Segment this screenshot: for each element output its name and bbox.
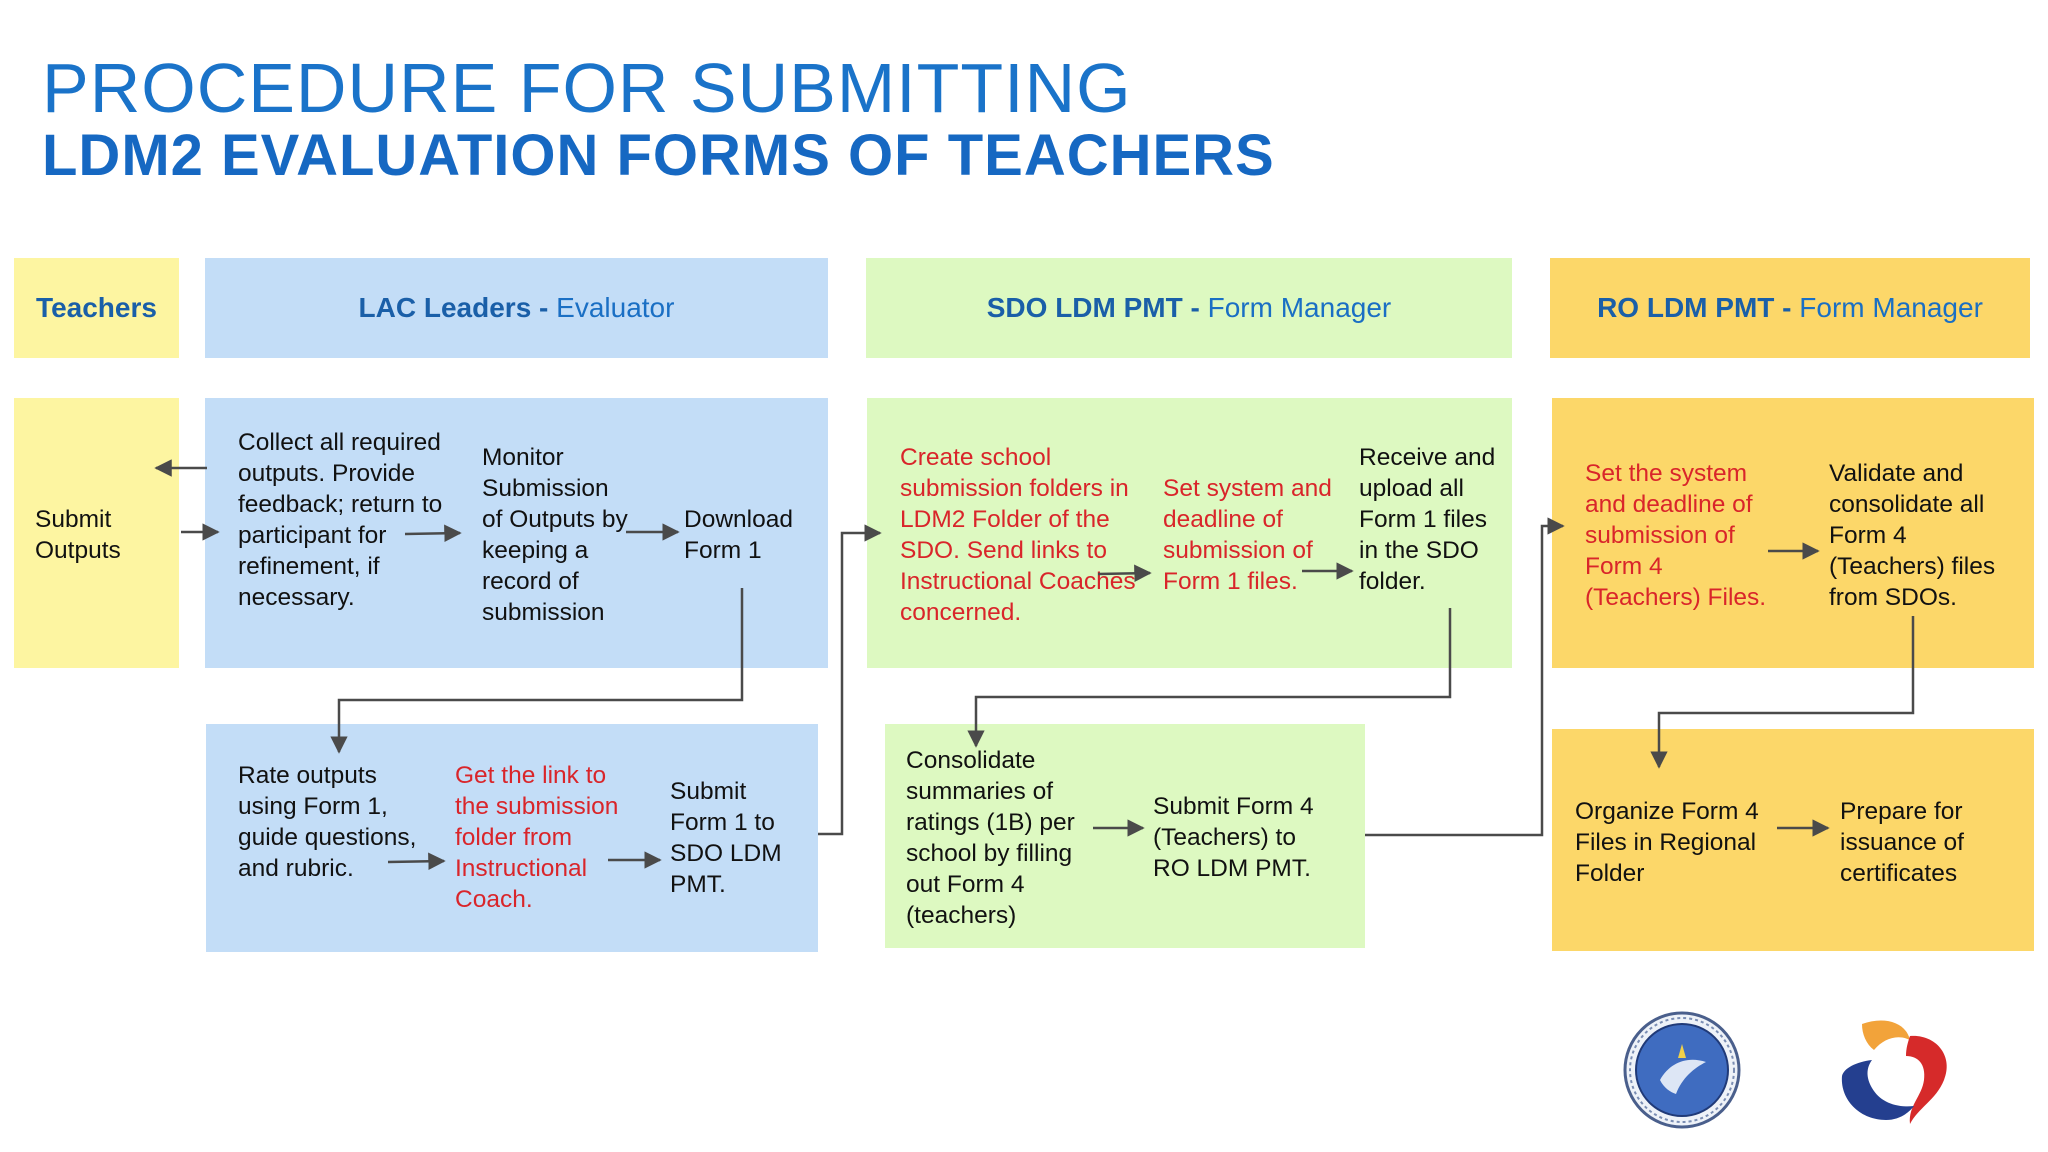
arrow-submit-to-create <box>818 533 880 834</box>
arrow-download-to-rate <box>339 588 742 752</box>
lane-header-ro-function: Form Manager <box>1791 292 1983 323</box>
step-get-link: Get the link to the submission folder from Instructional Coach. <box>455 762 619 913</box>
step-set-system-sdo: Set system and deadline of submission of Form 1 files. <box>1163 475 1332 595</box>
arrow-receive-to-consolidate <box>976 608 1450 746</box>
arrow-validate-to-organize <box>1659 616 1913 767</box>
arrow-create-to-setsdo <box>1098 573 1150 574</box>
arrow-collect-to-monitor <box>405 533 460 534</box>
title-line-2: LDM2 EVALUATION FORMS OF TEACHERS <box>42 123 1275 188</box>
step-collect-outputs: Collect all required outputs. Provide feedback; return to participant for refinement, if necessary. <box>238 429 443 611</box>
lane-header-lac-function: Evaluator <box>548 292 675 323</box>
step-rate-outputs: Rate outputs using Form 1, guide questions, and rubric. <box>238 762 417 882</box>
step-create-folders: Create school submission folders in LDM2 Folder of the SDO. Send links to Instructional Coaches concerned. <box>900 444 1136 626</box>
lane-header-lac-role: LAC Leaders - <box>358 292 549 323</box>
lane-header-sdo-function: Form Manager <box>1199 292 1392 323</box>
lane-header-teachers-label: Teachers <box>36 292 157 323</box>
arrow-rate-to-getlink <box>388 861 444 862</box>
deped-region-seal-icon <box>1622 1010 1742 1130</box>
lane-header-ro-role: RO LDM PMT - <box>1597 292 1792 323</box>
lane-header-sdo-role: SDO LDM PMT - <box>986 292 1200 323</box>
step-receive-upload: Receive and upload all Form 1 files in the SDO folder. <box>1359 444 1496 595</box>
title-line-1: PROCEDURE FOR SUBMITTING <box>42 49 1132 127</box>
step-submit-outputs: Submit Outputs <box>35 506 121 564</box>
step-submit-form1: Submit Form 1 to SDO LDM PMT. <box>670 778 782 898</box>
step-download-form1: Download Form 1 <box>684 506 793 564</box>
step-validate-consolidate: Validate and consolidate all Form 4 (Teachers) files from SDOs. <box>1829 460 1996 611</box>
step-consolidate-summaries: Consolidate summaries of ratings (1B) per school by filling out Form 4 (teachers) <box>906 747 1075 929</box>
step-prepare-certificates: Prepare for issuance of certificates <box>1840 798 1964 887</box>
step-monitor-submission: Monitor Submission of Outputs by keeping a record of submission <box>482 444 628 626</box>
colored-swirl-logo-icon <box>1832 1016 1958 1128</box>
step-organize-files: Organize Form 4 Files in Regional Folder <box>1575 798 1759 887</box>
step-submit-form4: Submit Form 4 (Teachers) to RO LDM PMT. <box>1153 793 1314 882</box>
arrow-submitform4-to-setro <box>1365 526 1563 835</box>
step-set-system-ro: Set the system and deadline of submission of Form 4 (Teachers) Files. <box>1585 460 1767 611</box>
